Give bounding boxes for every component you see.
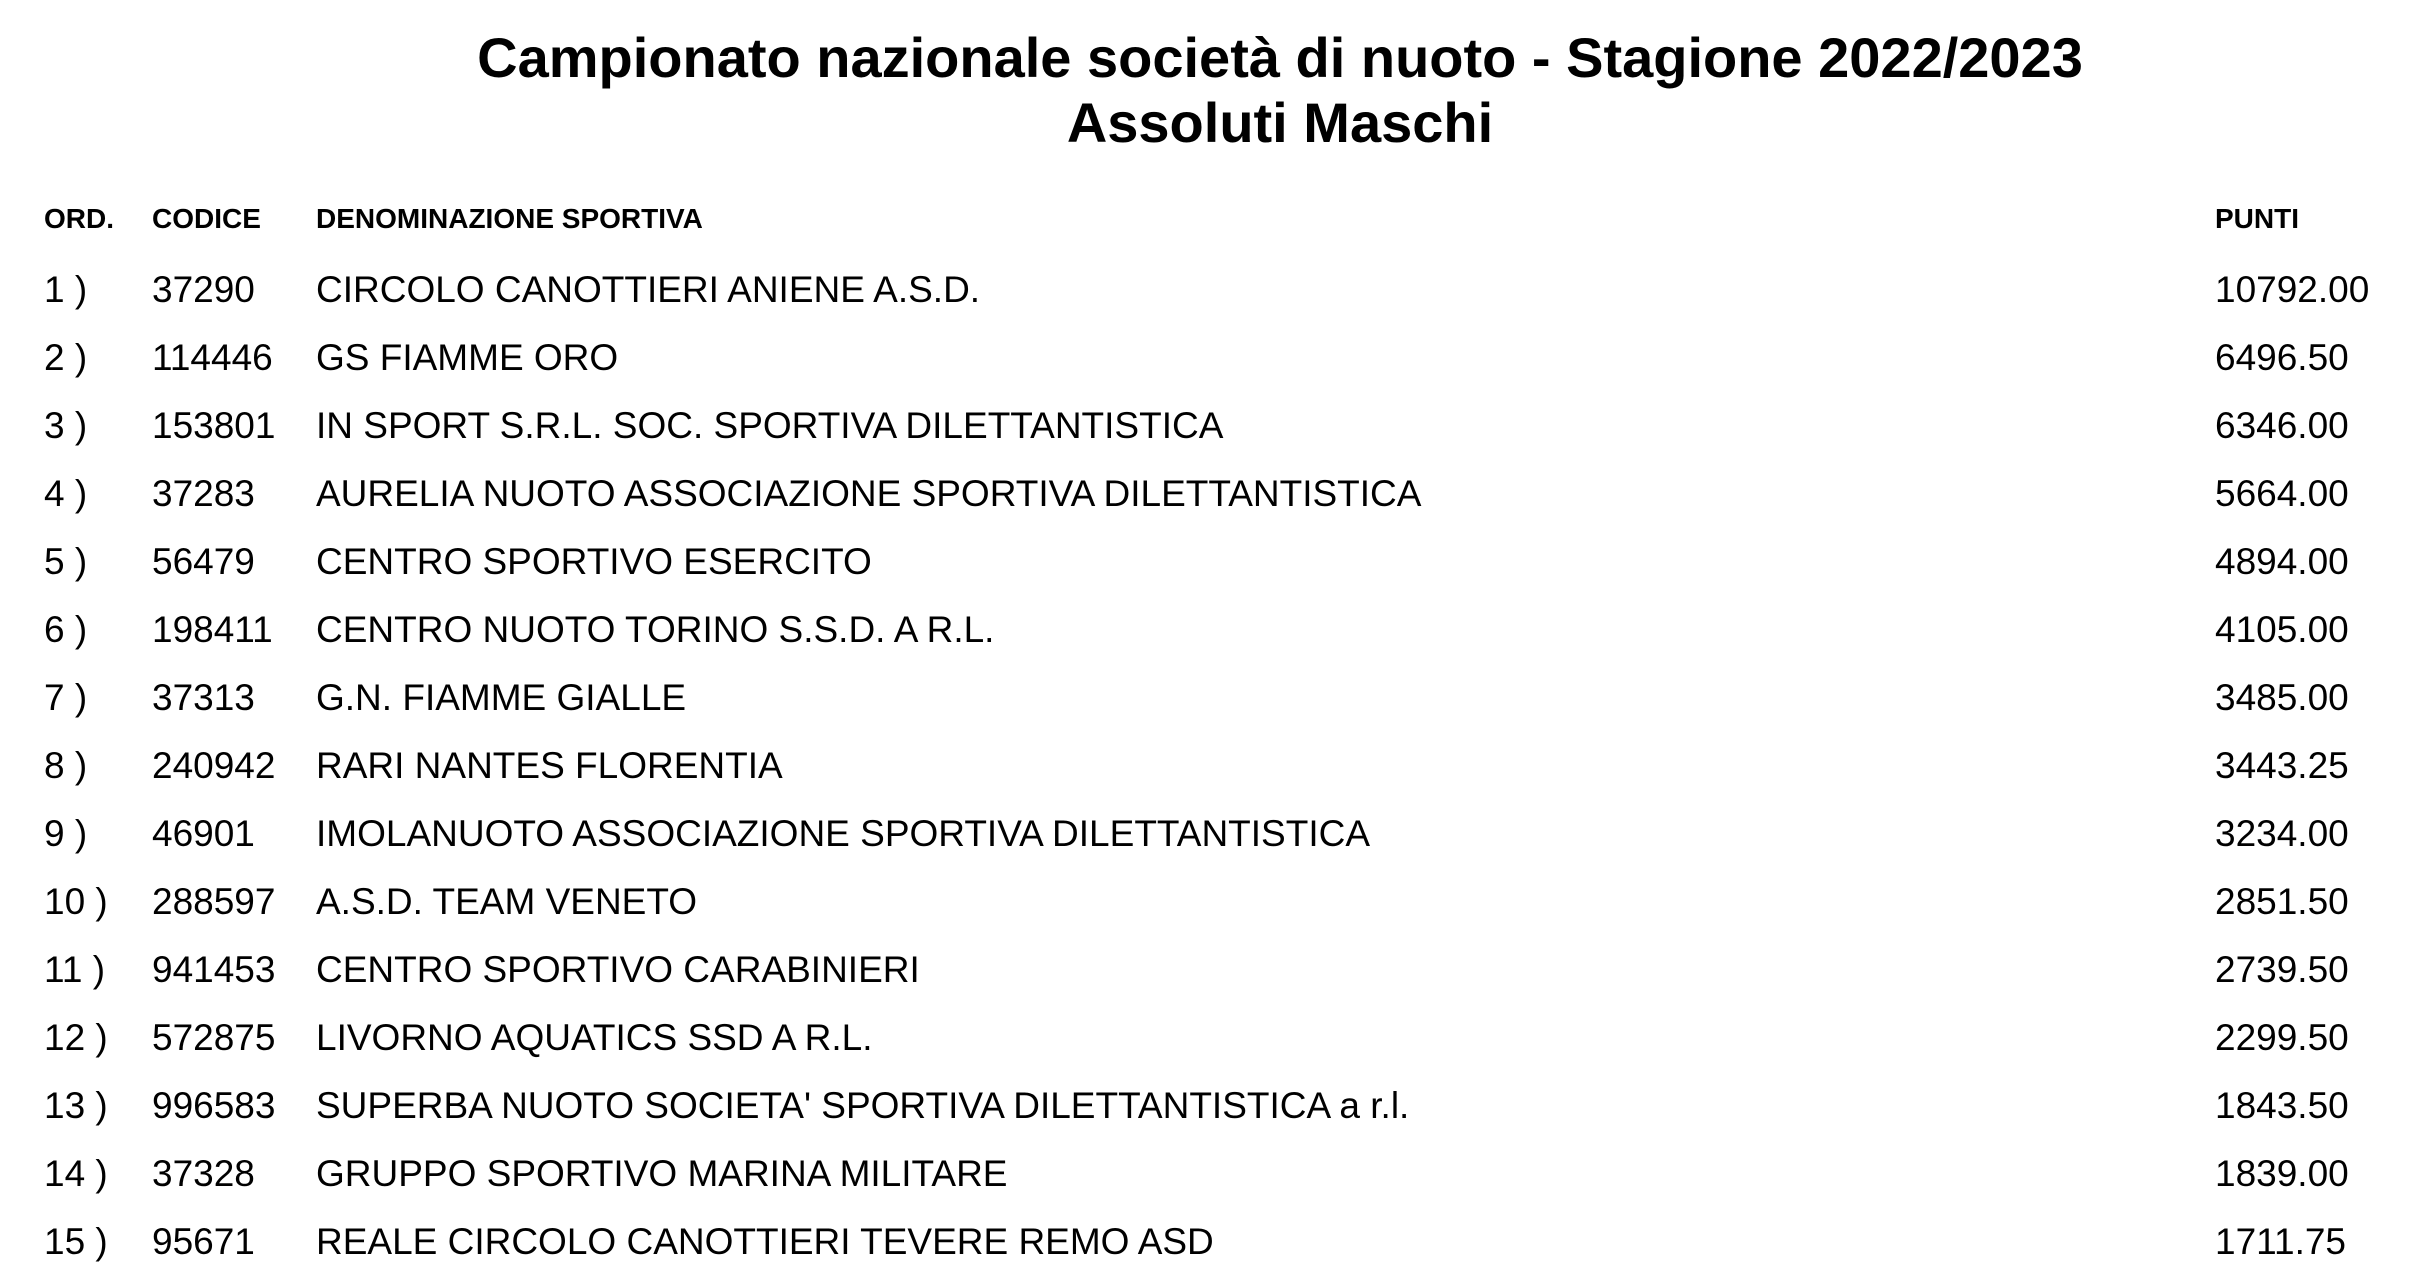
row-name: CENTRO NUOTO TORINO S.S.D. A R.L.	[316, 609, 995, 650]
table-row	[0, 336, 2412, 404]
row-ord: 2 )	[44, 337, 88, 378]
row-code: 37283	[152, 473, 255, 514]
table-row	[0, 880, 2412, 948]
row-name: IN SPORT S.R.L. SOC. SPORTIVA DILETTANTISTICA	[316, 405, 1224, 446]
row-code: 46901	[152, 813, 255, 854]
page-title: Campionato nazionale società di nuoto - Stagione 2022/2023	[477, 26, 2083, 89]
row-code: 56479	[152, 541, 255, 582]
row-name: CENTRO SPORTIVO ESERCITO	[316, 541, 872, 582]
table-row	[0, 1016, 2412, 1084]
row-name: A.S.D. TEAM VENETO	[316, 881, 698, 922]
row-points: 2739.50	[2215, 949, 2349, 990]
row-name: REALE CIRCOLO CANOTTIERI TEVERE REMO ASD	[316, 1221, 1214, 1262]
row-ord: 4 )	[44, 473, 88, 514]
row-points: 3234.00	[2215, 813, 2349, 854]
row-ord: 15 )	[44, 1221, 108, 1262]
row-code: 941453	[152, 949, 276, 990]
row-ord: 11 )	[44, 949, 106, 990]
row-points: 4105.00	[2215, 609, 2349, 650]
row-code: 114446	[152, 337, 273, 378]
row-ord: 9 )	[44, 813, 88, 854]
row-points: 6346.00	[2215, 405, 2349, 446]
table-row	[0, 1220, 2412, 1288]
row-points: 3485.00	[2215, 677, 2349, 718]
row-name: G.N. FIAMME GIALLE	[316, 677, 687, 718]
row-ord: 8 )	[44, 745, 88, 786]
header-code: CODICE	[152, 203, 261, 234]
row-name: IMOLANUOTO ASSOCIAZIONE SPORTIVA DILETTANTISTICA	[316, 813, 1371, 854]
row-points: 2299.50	[2215, 1017, 2349, 1058]
row-points: 1843.50	[2215, 1085, 2349, 1126]
row-ord: 3 )	[44, 405, 88, 446]
row-ord: 7 )	[44, 677, 88, 718]
header-ord: ORD.	[44, 203, 114, 234]
row-code: 198411	[152, 609, 273, 650]
row-ord: 6 )	[44, 609, 88, 650]
header-name: DENOMINAZIONE SPORTIVA	[316, 203, 703, 234]
row-name: LIVORNO AQUATICS SSD A R.L.	[316, 1017, 873, 1058]
row-ord: 1 )	[44, 269, 88, 310]
table-row	[0, 268, 2412, 336]
row-code: 240942	[152, 745, 276, 786]
table-row	[0, 948, 2412, 1016]
table-row	[0, 744, 2412, 812]
row-code: 37328	[152, 1153, 255, 1194]
table-row	[0, 1084, 2412, 1152]
row-points: 1711.75	[2215, 1221, 2346, 1262]
row-name: GRUPPO SPORTIVO MARINA MILITARE	[316, 1153, 1008, 1194]
row-name: GS FIAMME ORO	[316, 337, 619, 378]
row-code: 288597	[152, 881, 276, 922]
row-code: 572875	[152, 1017, 276, 1058]
row-code: 37290	[152, 269, 255, 310]
row-ord: 5 )	[44, 541, 88, 582]
row-ord: 10 )	[44, 881, 108, 922]
table-row	[0, 676, 2412, 744]
row-code: 95671	[152, 1221, 255, 1262]
table-row	[0, 608, 2412, 676]
table-row	[0, 540, 2412, 608]
row-ord: 12 )	[44, 1017, 108, 1058]
table-row	[0, 472, 2412, 540]
row-name: CENTRO SPORTIVO CARABINIERI	[316, 949, 920, 990]
row-points: 2851.50	[2215, 881, 2349, 922]
table-row	[0, 404, 2412, 472]
row-name: RARI NANTES FLORENTIA	[316, 745, 783, 786]
row-points: 10792.00	[2215, 269, 2370, 310]
row-points: 4894.00	[2215, 541, 2349, 582]
row-points: 3443.25	[2215, 745, 2349, 786]
row-name: AURELIA NUOTO ASSOCIAZIONE SPORTIVA DILETTANTISTICA	[316, 473, 1422, 514]
row-name: SUPERBA NUOTO SOCIETA' SPORTIVA DILETTANTISTICA a r.l.	[316, 1085, 1410, 1126]
row-ord: 14 )	[44, 1153, 108, 1194]
row-code: 153801	[152, 405, 276, 446]
row-name: CIRCOLO CANOTTIERI ANIENE A.S.D.	[316, 269, 981, 310]
page-subtitle: Assoluti Maschi	[1066, 91, 1494, 154]
header-points: PUNTI	[2215, 203, 2299, 234]
row-code: 996583	[152, 1085, 276, 1126]
row-ord: 13 )	[44, 1085, 108, 1126]
row-points: 1839.00	[2215, 1153, 2349, 1194]
row-points: 5664.00	[2215, 473, 2349, 514]
table-row	[0, 1152, 2412, 1220]
table-row	[0, 812, 2412, 880]
row-code: 37313	[152, 677, 255, 718]
row-points: 6496.50	[2215, 337, 2349, 378]
